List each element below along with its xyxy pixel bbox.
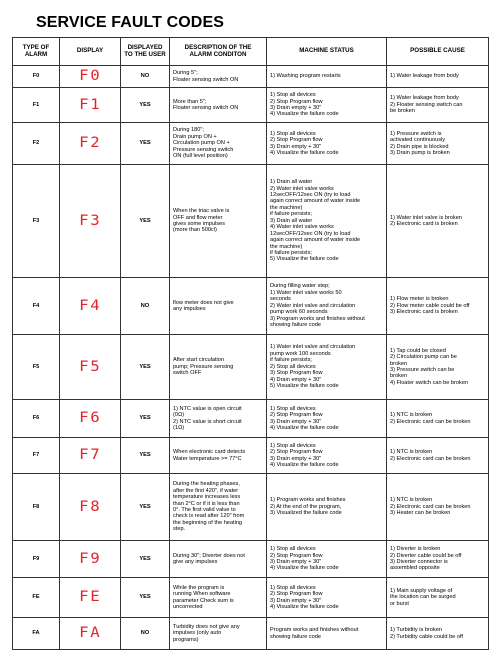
machine-status [267,278,387,335]
alarm-description-line: flow meter does not give [173,299,234,306]
segment-display-readout: F8 [78,498,102,515]
alarm-code: F5 [13,335,60,400]
machine-status [267,541,387,578]
machine-status-line: 1) Stop all devices [270,405,316,412]
displayed-to-user: YES [121,541,170,578]
possible-cause-line: 1) Diverter is broken [390,546,441,553]
possible-cause-line: broken [390,360,408,367]
machine-status-line: 2) Water inlet valve and circulation [270,302,356,309]
alarm-description-line: 2) NTC value is short circuit [173,418,242,425]
possible-cause [387,66,489,88]
alarm-description-line: Floater sensing switch ON [173,105,239,111]
machine-status-line: 1) Stop all devices [270,546,316,553]
alarm-description-line: During the heating phases, [173,481,240,488]
fault-row [13,88,489,123]
segment-display-readout: F0 [78,68,102,84]
alarm-description-line: the beginning of the heating [173,519,243,526]
segment-display-readout: F3 [78,212,102,229]
possible-cause-line: 2) Circulation pump can be [390,354,457,361]
possible-cause-line: 2) Floater sensing switch can [390,101,463,108]
alarm-description-line: Pressure sensing switch [173,146,234,153]
display-cell [60,165,121,278]
possible-cause-line: 3) Drain pump is broken [390,149,450,156]
alarm-description-line: During 180"; [173,127,204,134]
fault-row [13,335,489,400]
machine-status-line: 12secOFF/12sec ON (try to load [270,230,351,237]
displayed-to-user: NO [121,66,170,88]
machine-status-line: 2) Stop all devices [270,363,316,370]
alarm-description-line: (more than 500cl) [173,227,217,234]
alarm-description-line: uncorrected [173,603,203,610]
alarm-description-line: 0°. The first valid value to [173,507,236,513]
alarm-description [170,278,267,335]
alarm-description [170,88,267,123]
alarm-code: F4 [13,278,60,335]
machine-status-line: showing failure code [270,633,321,640]
alarm-code: FA [13,618,60,650]
alarm-description-line: step. [173,526,186,533]
alarm-description-line: than 2°C or if it is less than [173,500,240,507]
alarm-code: F2 [13,123,60,165]
machine-status-line: 4) Visualize the failure code [270,461,339,468]
display-cell [60,123,121,165]
display-cell [60,578,121,618]
machine-status-line: 2) Stop Program flow [270,552,323,559]
header-type-of-alarm: TYPE OF ALARM [13,38,60,66]
segment-display-readout: F9 [78,550,102,567]
possible-cause-line: 3) Pressure switch can be [390,367,455,373]
machine-status-line: 1) Water inlet valve works 50 [270,289,342,296]
header-row [13,38,489,66]
display-cell [60,400,121,438]
possible-cause-line: 3) Heater can be broken [390,510,451,517]
segment-display-readout: FE [78,589,102,605]
machine-status-line: 1) Stop all devices [270,130,316,137]
alarm-description [170,123,267,165]
machine-status [267,66,387,88]
alarm-description-line: More than 5"; [173,98,207,105]
alarm-description [170,165,267,278]
segment-display-readout: F7 [78,447,102,463]
display-cell [60,88,121,123]
alarm-description-line: When the triac valve is [173,208,230,215]
alarm-description-line: parameter Check sum is [173,597,234,604]
machine-status [267,618,387,650]
page-title: SERVICE FAULT CODES [36,14,225,31]
displayed-to-user: YES [121,438,170,474]
alarm-description [170,66,267,88]
fault-row [13,618,489,650]
displayed-to-user: YES [121,335,170,400]
alarm-description-line: gives some impulses [173,221,225,227]
alarm-description [170,578,267,618]
alarm-description [170,541,267,578]
machine-status-line: 3) Drain empty + 30" [270,455,322,462]
fault-row [13,165,489,278]
segment-display-readout: F6 [78,410,102,426]
possible-cause-line: 3) Electronic card is broken [390,309,458,316]
possible-cause-line: 1) Turbidity is broken [390,627,442,634]
machine-status-line: 1) Stop all devices [270,92,316,99]
possible-cause-line: 2) Turbidity cable could be off [390,633,463,640]
alarm-description-line: any impulses [173,306,206,312]
machine-status-line: 5) Visualize the failure code [270,256,339,263]
fault-row [13,400,489,438]
machine-status-line: 4) Visualize the failure code [270,565,339,572]
machine-status-line: if failure persists; [270,250,312,257]
header-description: DESCRIPTION OF THE ALARM CONDITON [170,38,267,66]
displayed-to-user: YES [121,474,170,541]
header-displayed-to-user: DISPLAYED TO THE USER [121,38,170,66]
alarm-description-line: impulses (only auto [173,630,222,637]
possible-cause-line: 3) Diverter connector is [390,559,448,565]
machine-status-line: 1) Program works and finishes [270,497,346,504]
possible-cause-line: 1) NTC is broken [390,412,433,419]
machine-status-line: 3) Drain empty + 30" [270,559,322,565]
fault-row [13,278,489,335]
segment-display-readout: FA [78,625,102,641]
possible-cause [387,541,489,578]
machine-status-line: 2) Stop Program flow [270,412,323,419]
machine-status-line: showing failure code [270,322,321,329]
alarm-description-line: Floater sensing switch ON [173,76,239,83]
fault-row [13,541,489,578]
fault-codes-table [12,37,489,650]
alarm-code: F6 [13,400,60,438]
machine-status-line: 1) Stop all devices [270,584,316,591]
alarm-code: F9 [13,541,60,578]
machine-status [267,335,387,400]
possible-cause [387,578,489,618]
machine-status-line: 3) Drain empty + 30" [270,105,322,111]
possible-cause [387,278,489,335]
possible-cause-line: 2) Drain pipe is blocked [390,143,449,150]
machine-status-line: 4) Drain empty + 30" [270,376,322,383]
machine-status-line: 4) Visualize the failure code [270,424,339,431]
machine-status-line: 3) Drain empty + 30" [270,143,322,150]
machine-status-line: Program works and finishes without [270,627,359,634]
possible-cause-line: 1) Flow meter is broken [390,296,449,303]
alarm-description [170,438,267,474]
header-possible-cause: POSSIBLE CAUSE [387,38,489,66]
displayed-to-user: NO [121,618,170,650]
alarm-description-line: (0Ω) [173,412,185,419]
possible-cause [387,474,489,541]
machine-status-line: 4) Water inlet valve works [270,224,334,231]
machine-status-line: During filling water step; [270,283,330,290]
displayed-to-user: NO [121,278,170,335]
display-cell [60,474,121,541]
machine-status-line: if failure persists; [270,357,312,364]
machine-status-line: 1) Drain all water [270,179,313,186]
alarm-code: F0 [13,66,60,88]
possible-cause-line: the location can be surged [390,594,456,601]
alarm-description [170,400,267,438]
alarm-description-line: temperature increases less [173,494,241,501]
machine-status [267,165,387,278]
segment-display-readout: F2 [78,135,102,151]
alarm-description-line: During 5"; [173,70,198,77]
alarm-code: F1 [13,88,60,123]
machine-status-line: 2) Stop Program flow [270,137,323,144]
machine-status [267,474,387,541]
alarm-description-line: While the program is [173,584,225,591]
machine-status [267,400,387,438]
segment-display-readout: F1 [78,96,102,113]
alarm-description-line: When electronic card detects [173,449,246,456]
possible-cause-line: 2) Diverter cable could be off [390,552,462,559]
possible-cause-line: 1) Water inlet valve is broken [390,214,462,221]
alarm-description-line: 1) NTC value is open circuit [173,405,242,412]
machine-status-line: 2) Stop Program flow [270,98,323,105]
possible-cause [387,123,489,165]
alarm-code: FE [13,578,60,618]
alarm-description-line: ON (full level position) [173,153,228,160]
possible-cause-line: 2) Electronic card can be broken [390,455,471,462]
possible-cause [387,335,489,400]
displayed-to-user: YES [121,165,170,278]
machine-status-line: again correct amount of water inside [270,237,361,244]
alarm-description-line: switch OFF [173,370,202,377]
segment-display-readout: F4 [78,297,102,314]
machine-status-line: 3) Drain all water [270,217,313,224]
possible-cause [387,438,489,474]
display-cell [60,66,121,88]
alarm-description-line: programs) [173,636,199,643]
possible-cause-line: 1) Main supply voltage of [390,587,453,594]
possible-cause-line: 1) NTC is broken [390,449,433,456]
alarm-description-line: Circulation pump ON + [173,140,230,147]
alarm-description-line: check is read after 120" from [173,513,245,520]
fault-row [13,438,489,474]
machine-status [267,123,387,165]
possible-cause-line: 1) Pressure switch is [390,130,442,137]
machine-status-line: 4) Visualize the failure code [270,603,339,610]
machine-status-line: 1) Stop all devices [270,442,316,449]
display-cell [60,438,121,474]
alarm-description-line: Turbidity does not give any [173,623,240,630]
machine-status-line: 4) Visualize the failure code [270,111,339,118]
machine-status-line: 3) Program works and finishes without [270,315,365,322]
possible-cause-line: 2) Electronic card can be broken [390,503,471,510]
header-display: DISPLAY [60,38,121,66]
machine-status-line: 1) Washing program restarts [270,73,341,80]
machine-status-line: 3) Visualized the failure code [270,510,342,517]
machine-status-line: 2) Stop Program flow [270,449,323,456]
alarm-description-line: OFF and flow meter [173,214,223,221]
display-cell [60,278,121,335]
machine-status-line: 2) Water inlet valve works [270,185,334,192]
possible-cause-line: 1) Water leakage from body [390,95,459,102]
machine-status-line: 5) Visualize the failure code [270,383,339,390]
machine-status [267,88,387,123]
possible-cause [387,165,489,278]
alarm-code: F3 [13,165,60,278]
machine-status-line: 1) Water inlet valve and circulation [270,344,356,351]
alarm-description-line: running When software [173,591,231,598]
possible-cause-line: 2) Electronic card is broken [390,221,458,227]
machine-status-line: 12secOFF/12sec ON (try to load [270,191,351,198]
machine-status-line: 3) Drain empty + 30" [270,597,322,604]
possible-cause-line: 2) Flow meter cable could be off [390,302,470,309]
alarm-description [170,335,267,400]
alarm-description-line: During 30"; Diverter does not [173,552,245,559]
machine-status-line: again correct amount of water inside [270,198,361,205]
alarm-description-line: after the first 420", if water [173,487,239,494]
alarm-description-line: pump; Pressure sensing [173,363,234,370]
displayed-to-user: YES [121,578,170,618]
machine-status-line: if failure persists; [270,211,312,218]
possible-cause-line: 1) NTC is broken [390,497,433,504]
possible-cause-line: 2) Electronic card can be broken [390,418,471,425]
possible-cause-line: 1) Water leakage from body [390,73,459,80]
display-cell [60,618,121,650]
display-cell [60,541,121,578]
displayed-to-user: YES [121,400,170,438]
machine-status-line: pump work 60 seconds [270,309,328,316]
machine-status-line: pump work 100 seconds [270,350,331,357]
fault-row [13,66,489,88]
alarm-description-line: (1Ω) [173,424,185,431]
machine-status-line: the machine) [270,204,303,211]
machine-status-line: 2) At the end of the program, [270,503,342,510]
alarm-description [170,474,267,541]
fault-rows [13,66,489,650]
alarm-description-line: After start circulation [173,357,224,364]
machine-status-line: 3) Drain empty + 30" [270,418,322,425]
displayed-to-user: YES [121,88,170,123]
alarm-description-line: Drain pump ON + [173,133,217,140]
alarm-code: F8 [13,474,60,541]
machine-status-line: 4) Visualize the failure code [270,149,339,156]
possible-cause-line: activated continuously [390,137,446,144]
machine-status [267,578,387,618]
machine-status [267,438,387,474]
fault-row [13,474,489,541]
alarm-description-line: give any impulses [173,559,218,565]
possible-cause-line: or burst [390,600,409,607]
displayed-to-user: YES [121,123,170,165]
alarm-description-line: Water temperature >= 77°C [173,455,242,462]
possible-cause [387,400,489,438]
machine-status-line: seconds [270,296,291,303]
display-cell [60,335,121,400]
header-machine-status: MACHINE STATUS [267,38,387,66]
fault-row [13,578,489,618]
possible-cause [387,88,489,123]
possible-cause-line: 4) Floater switch can be broken [390,379,469,386]
possible-cause-line: assembled opposite [390,565,440,572]
possible-cause-line: 1) Tap could be closed [390,347,446,354]
possible-cause [387,618,489,650]
possible-cause-line: be broken [390,108,415,115]
alarm-description [170,618,267,650]
machine-status-line: the machine) [270,243,303,250]
possible-cause-line: broken [390,373,408,380]
segment-display-readout: F5 [78,358,102,375]
fault-row [13,123,489,165]
alarm-code: F7 [13,438,60,474]
machine-status-line: 2) Stop Program flow [270,591,323,598]
machine-status-line: 3) Stop Program flow [270,370,323,377]
